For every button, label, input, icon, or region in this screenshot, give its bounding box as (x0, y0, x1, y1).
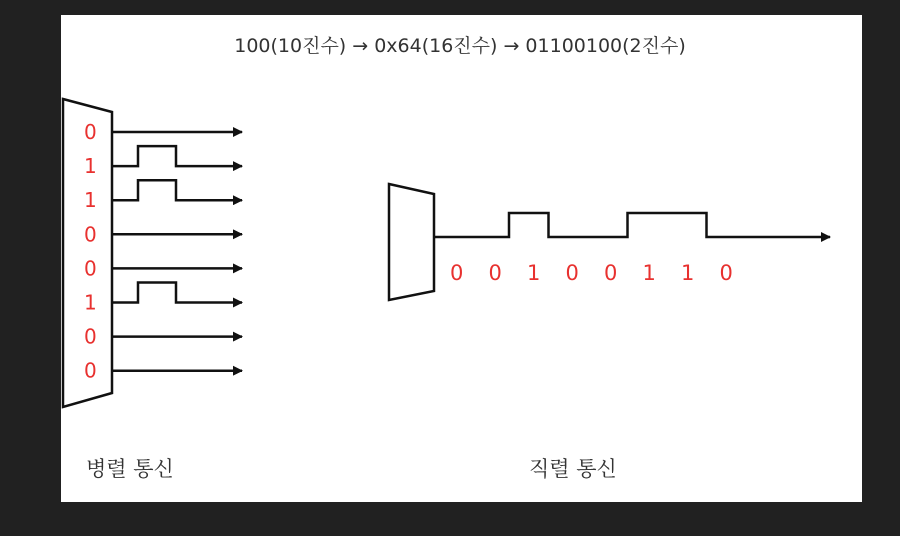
parallel-bit-7: 0 (84, 358, 97, 383)
diagram-title: 100(10진수) → 0x64(16진수) → 01100100(2진수) (234, 35, 686, 57)
parallel-bit-2: 1 (84, 188, 97, 213)
serial-bit-7: 0 (719, 261, 733, 285)
serial-bit-3: 0 (565, 261, 579, 285)
parallel-bit-5: 1 (84, 290, 97, 315)
serial-bit-2: 1 (527, 261, 541, 285)
serial-transmitter (389, 184, 434, 300)
parallel-bit-3: 0 (84, 222, 97, 247)
serial-bit-5: 1 (642, 261, 656, 285)
serial-bit-1: 0 (488, 261, 502, 285)
parallel-bit-1: 1 (84, 154, 97, 179)
parallel-bit-6: 0 (84, 324, 97, 349)
serial-label: 직렬 통신 (529, 457, 617, 481)
diagram-panel (61, 15, 862, 502)
parallel-bit-0: 0 (84, 120, 97, 144)
parallel-label: 병렬 통신 (86, 457, 174, 481)
serial-bit-0: 0 (450, 261, 464, 285)
parallel-bit-4: 0 (84, 256, 97, 281)
serial-bit-4: 0 (604, 261, 618, 285)
serial-bit-6: 1 (681, 261, 695, 285)
